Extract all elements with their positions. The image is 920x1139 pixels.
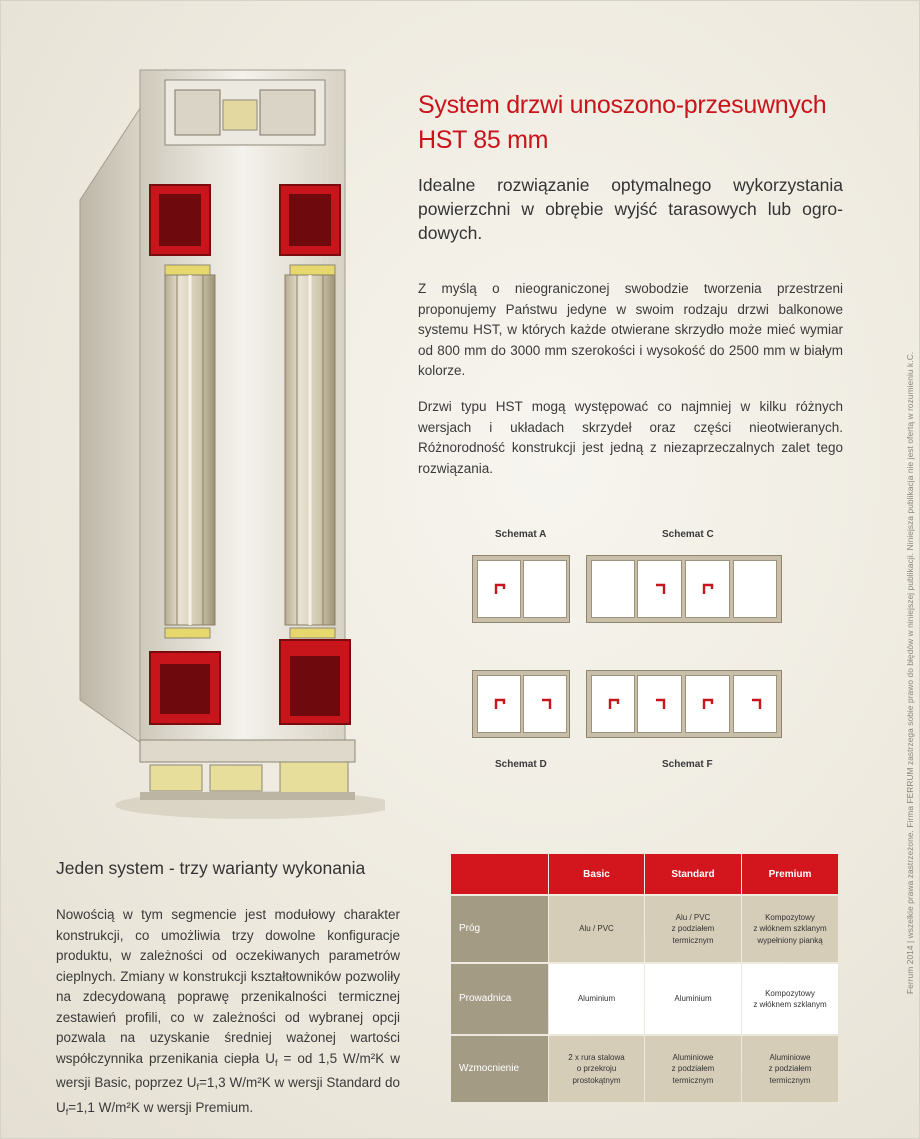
sash <box>477 560 521 618</box>
table-row <box>451 896 838 962</box>
scheme-d-label: Schemat D <box>495 759 547 770</box>
table-cell: Alu / PVC z podziałem termicznym <box>645 896 741 962</box>
corner-arrow-icon <box>654 698 666 710</box>
body-paragraph-2: Drzwi typu HST mogą występować co najmniej w kilku różnych wersjach i układach skrzydeł oraz części nieotwieranych. Różnorodność konstrukcji jest jedną z niezaprzeczalnych zalet tego rozwiązania. <box>418 399 843 476</box>
variants-subtitle: Jeden system - trzy warianty wykonania <box>56 858 366 878</box>
row-label-prowadnica: Prowadnica <box>451 964 548 1034</box>
corner-arrow-icon <box>540 698 552 710</box>
corner-arrow-icon <box>654 583 666 595</box>
scheme-d-diagram <box>472 670 570 738</box>
table-cell: Aluminium <box>645 964 741 1034</box>
table-cell: Aluminiowe z podziałem termicznym <box>742 1036 838 1102</box>
column-header-basic: Basic <box>549 854 644 894</box>
corner-arrow-icon <box>702 583 714 595</box>
sash <box>733 560 777 618</box>
hst-profile-illustration <box>55 60 385 820</box>
table-corner <box>451 854 548 894</box>
corner-arrow-icon <box>494 698 506 710</box>
sash <box>637 675 682 733</box>
scheme-a-diagram <box>472 555 570 623</box>
table-row <box>451 964 838 1034</box>
variants-spec-table <box>450 852 839 1104</box>
row-label-prog: Próg <box>451 896 548 962</box>
corner-arrow-icon <box>494 583 506 595</box>
column-header-premium: Premium <box>742 854 838 894</box>
scheme-c-label: Schemat C <box>662 529 714 540</box>
table-row <box>451 1036 838 1102</box>
lead-paragraph: Idealne rozwiązanie optymalnego wykorzystania powierzchni w obrębie wyjść tarasowych lub ogro-dowych. <box>418 175 843 243</box>
body-paragraph-1: Z myślą o nieograniczonej swobodzie tworzenia przestrzeni proponujemy Państwu jedyne w swoim rodzaju drzwi balkonowe systemu HST, w których każde otwierane skrzydło może mieć wymiar od 800 mm do 3000 mm szerokości i wysokość do 2500 mm w białym kolorze. <box>418 281 843 378</box>
sash <box>591 560 635 618</box>
table-cell: Aluminiowe z podziałem termicznym <box>645 1036 741 1102</box>
page-title <box>418 88 878 158</box>
sash <box>477 675 521 733</box>
table-cell: Kompozytowy z włóknem szklanym wypełniony pianką <box>742 896 838 962</box>
sash <box>523 560 567 618</box>
column-header-standard: Standard <box>645 854 741 894</box>
title-line-2: HST 85 mm <box>418 126 549 154</box>
legal-side-note: Ferrum 2014 | wszelkie prawa zastrzeżone. Firma FERRUM zastrzega sobie prawo do błędów w niniejszej publikacji. Niniejsza publikacja nie jest ofertą w rozumieniu k.C. <box>905 351 915 994</box>
scheme-a-label: Schemat A <box>495 529 547 540</box>
sash <box>733 675 777 733</box>
table-cell: Aluminium <box>549 964 644 1034</box>
title-line-1: System drzwi unoszono-przesuwnych <box>418 91 827 119</box>
table-cell: Alu / PVC <box>549 896 644 962</box>
sash <box>637 560 682 618</box>
sash <box>685 560 730 618</box>
scheme-f-label: Schemat F <box>662 759 713 770</box>
table-cell: Kompozytowy z włóknem szklanym <box>742 964 838 1034</box>
sash <box>591 675 635 733</box>
corner-arrow-icon <box>702 698 714 710</box>
variants-paragraph: Nowością w tym segmencie jest modułowy charakter konstrukcji, co umożliwia trzy dowolne konfiguracje produktu, w zależności od oczekiwanych parametrów cieplnych. Zmiany w konstrukcji kształtowników pozwoliły na zdecydowaną poprawę przenikalności termicznej zestawień profili, co w zależności od wybranej opcji pozwala na uzyskanie średniej ważonej wartości współczynnika przenikania ciepła $U_f$ = od 1,5 W/m²K w wersji Basic, poprzez $U_f=1,3$ W/m²K w wersji Standard do $U_f=1,1$ W/m²K w wersji Premium. <box>56 907 401 1117</box>
sash <box>685 675 730 733</box>
sash <box>523 675 567 733</box>
scheme-f-diagram <box>586 670 782 738</box>
corner-arrow-icon <box>750 698 762 710</box>
table-cell: 2 x rura stalowa o przekroju prostokątnym <box>549 1036 644 1102</box>
table-header-row <box>451 854 838 894</box>
corner-arrow-icon <box>608 698 620 710</box>
row-label-wzmocnienie: Wzmocnienie <box>451 1036 548 1102</box>
scheme-c-diagram <box>586 555 782 623</box>
